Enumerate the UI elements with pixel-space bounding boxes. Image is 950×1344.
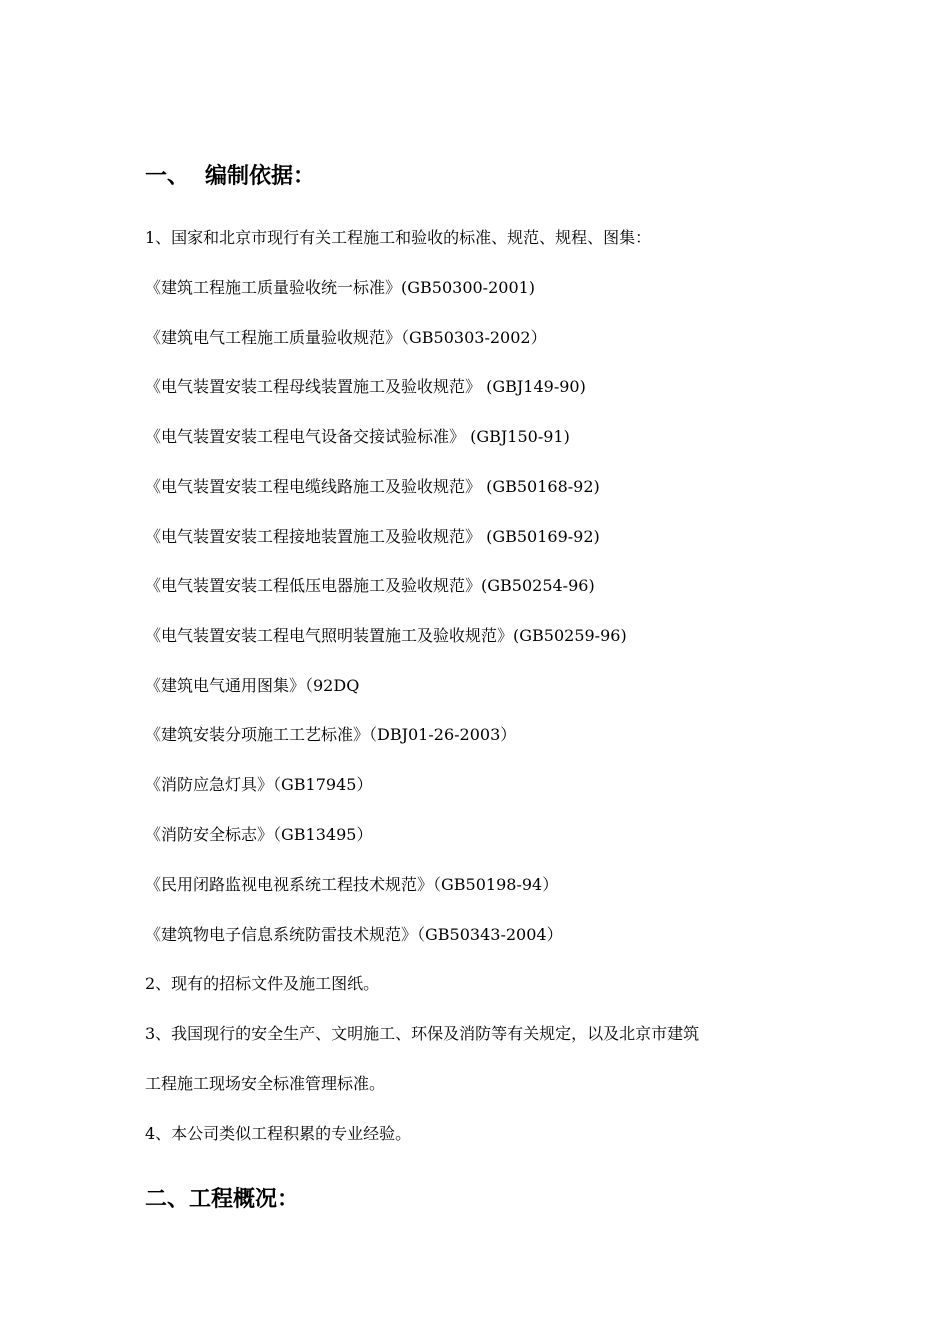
standard-item: 《建筑电气工程施工质量验收规范》（GB50303-2002）	[145, 328, 547, 347]
standard-item: 《建筑工程施工质量验收统一标准》(GB50300-2001)	[145, 278, 536, 297]
basis-item-3-continued: 工程施工现场安全标准管理标准。	[145, 1074, 386, 1093]
standard-item: 《建筑物电子信息系统防雷技术规范》（GB50343-2004）	[145, 925, 563, 944]
basis-item-3: 3、我国现行的安全生产、文明施工、环保及消防等有关规定，以及北京市建筑	[145, 1024, 700, 1043]
standard-item: 《消防安全标志》（GB13495）	[145, 825, 373, 844]
basis-item-2: 2、现有的招标文件及施工图纸。	[145, 974, 380, 993]
standard-item: 《电气装置安装工程低压电器施工及验收规范》(GB50254-96)	[145, 576, 595, 595]
standard-item: 《电气装置安装工程电气设备交接试验标准》 (GBJ150-91)	[145, 427, 570, 446]
standard-item: 《建筑电气通用图集》（92DQ	[145, 676, 360, 695]
standard-item: 《电气装置安装工程接地装置施工及验收规范》 (GB50169-92)	[145, 527, 600, 546]
section-heading-1	[145, 162, 315, 192]
standard-item: 《电气装置安装工程电气照明装置施工及验收规范》(GB50259-96)	[145, 626, 627, 645]
standard-item: 《民用闭路监视电视系统工程技术规范》（GB50198-94）	[145, 875, 559, 894]
section-heading-2: 二、工程概况：	[145, 1187, 300, 1212]
basis-item-4: 4、本公司类似工程积累的专业经验。	[145, 1124, 412, 1143]
basis-item-1: 1、国家和北京市现行有关工程施工和验收的标准、规范、规程、图集：	[145, 228, 652, 247]
section-title: 编制依据：	[205, 164, 316, 189]
standard-item: 《电气装置安装工程电缆线路施工及验收规范》 (GB50168-92)	[145, 477, 600, 496]
standard-item: 《电气装置安装工程母线装置施工及验收规范》 (GBJ149-90)	[145, 377, 586, 396]
standard-item: 《建筑安装分项施工工艺标准》（DBJ01-26-2003）	[145, 725, 517, 744]
section-number: 一、	[145, 164, 190, 189]
standard-item: 《消防应急灯具》（GB17945）	[145, 775, 373, 794]
